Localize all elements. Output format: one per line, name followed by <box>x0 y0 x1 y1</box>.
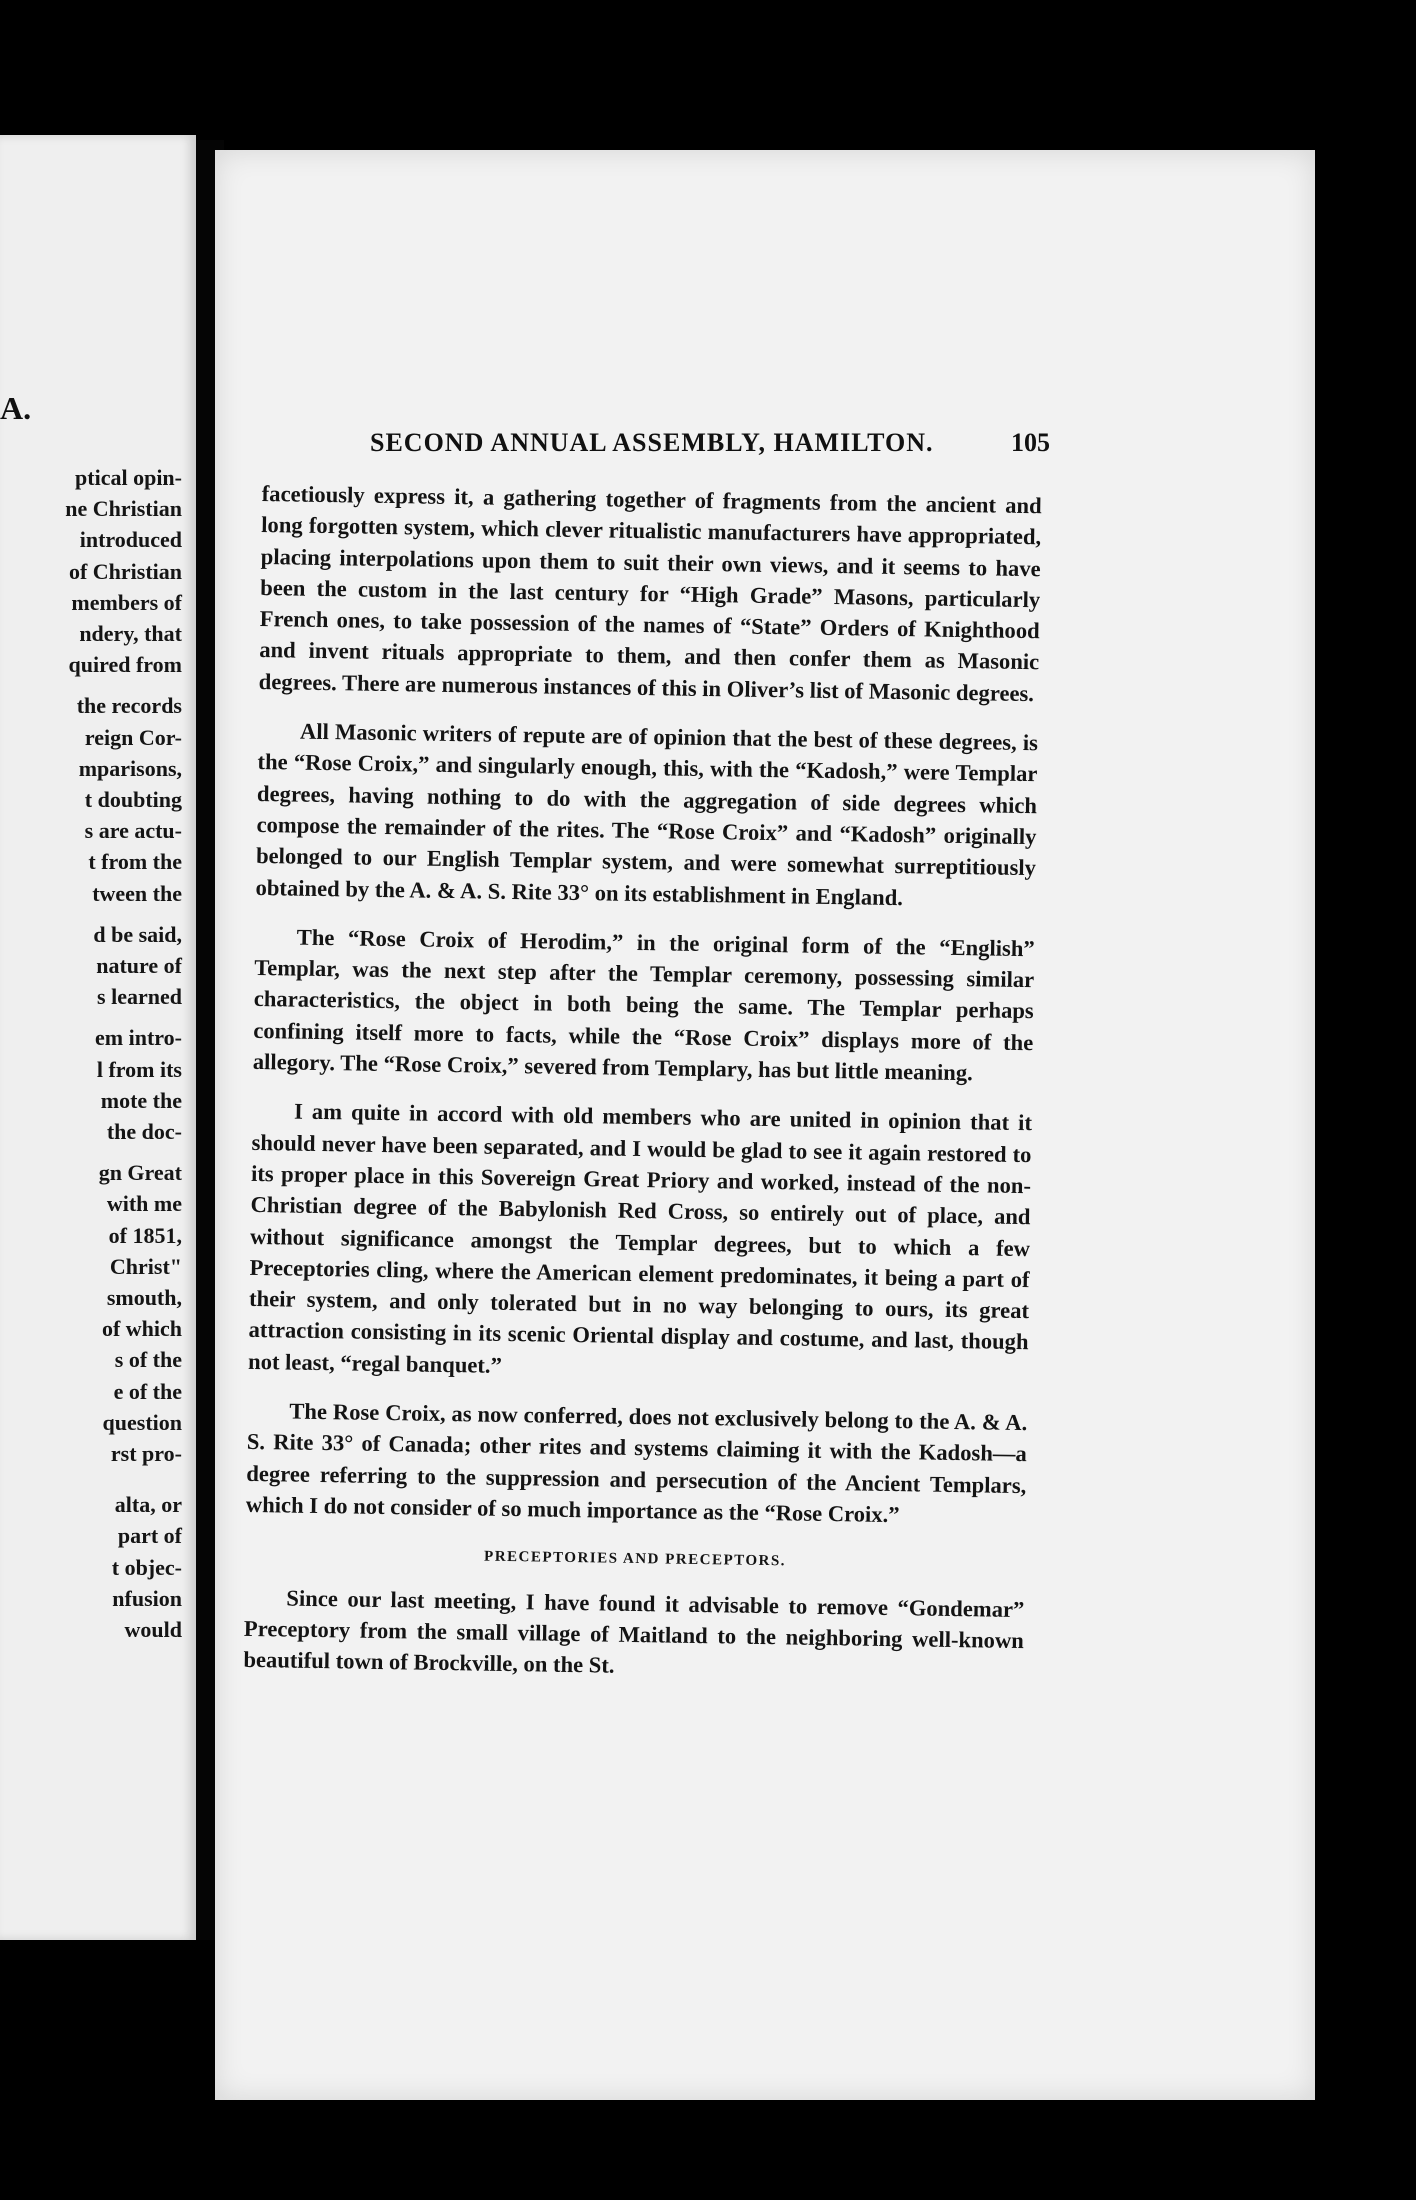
paragraph: The “Rose Croix of Herodim,” in the original form of the “English” Templar, was the next step after the Templar ceremony, possessing similar characteristics, the object in both being the same. The Templar perhaps confining itself more to facts, while the “Rose Croix” displays more of the allegory. The “Rose Croix,” severed from Templary, has but little meaning. <box>252 924 1035 1086</box>
facing-page-line: d be said, <box>93 921 182 947</box>
page-number: 105 <box>1011 428 1050 457</box>
facing-page-line: question <box>102 1409 182 1435</box>
facing-page-line: mote the <box>100 1087 182 1113</box>
facing-page-line: rst pro- <box>110 1441 182 1466</box>
facing-page-corner-letter: A. <box>0 390 32 426</box>
facing-page-line: with me <box>106 1191 182 1217</box>
facing-page-line: part of <box>117 1523 182 1549</box>
section-heading: PRECEPTORIES AND PRECEPTORS. <box>483 1548 787 1570</box>
facing-page-line: of 1851, <box>108 1222 182 1248</box>
page-body <box>243 478 1042 1705</box>
page-header <box>370 428 1050 462</box>
facing-page-line: t doubting <box>84 787 182 812</box>
facing-page-line: s of the <box>114 1347 182 1373</box>
facing-page-line: smouth, <box>106 1285 182 1310</box>
facing-page-line: s are actu- <box>84 818 182 844</box>
facing-page-line: gn Great <box>98 1160 182 1186</box>
paragraph-continued: facetiously express it, a gathering together of fragments from the ancient and long forgotten system, which clever ritualistic manufacturers have appropriated, placing interpolations upon them to suit their own views, and it seems to have been the custom in the last century for “High Grade” Masons, particularly French ones, to take possession of the names of “State” Orders of Knighthood and invent rituals appropriate to them, and then confer them as Masonic degrees. There are numerous instances of this in Oliver’s list of Masonic degrees. <box>258 480 1042 706</box>
facing-page-line: ne Christian <box>65 496 182 522</box>
facing-page-line: ndery, that <box>79 621 182 646</box>
facing-page-line: tween the <box>92 880 182 906</box>
facing-page-line: the doc- <box>106 1119 182 1144</box>
facing-page-line: reign Cor- <box>84 724 182 750</box>
running-head: SECOND ANNUAL ASSEMBLY, HAMILTON. <box>370 428 934 457</box>
facing-page <box>0 135 196 1940</box>
facing-page-line: Christ" <box>109 1253 182 1279</box>
facing-page-line: s learned <box>97 984 182 1010</box>
paragraph: Since our last meeting, I have found it advisable to remove “Gondemar” Preceptory from the small village of Maitland to the neighboring well-known beautiful town of Brockville, on the St. <box>243 1585 1025 1678</box>
facing-page-line: ptical opin- <box>75 465 182 490</box>
facing-page-line: t from the <box>88 849 182 875</box>
facing-page-line: would <box>124 1617 182 1642</box>
facing-page-line: of Christian <box>68 558 182 584</box>
facing-page-line: quired from <box>68 652 182 678</box>
paragraph: The Rose Croix, as now conferred, does not exclusively belong to the A. & A. S. Rite 33° of Canada; other rites and systems claiming it with the Kadosh—a degree referring to the suppression and persecution of the Ancient Templars, which I do not consider of so much importance as the “Rose Croix.” <box>245 1398 1028 1528</box>
facing-page-line: e of the <box>113 1378 182 1404</box>
facing-page-line: t objec- <box>111 1554 182 1580</box>
facing-page-line: nfusion <box>112 1585 182 1611</box>
facing-page-line: alta, or <box>114 1492 182 1518</box>
facing-page-line: mparisons, <box>78 755 182 781</box>
facing-page-line: introduced <box>79 527 182 553</box>
facing-page-line: the records <box>76 693 182 719</box>
paragraph: I am quite in accord with old members who are united in opinion that it should never have been separated, and I would be glad to see it again restored to its proper place in this Sovereign Great Priory and worked, instead of the non-Christian degree of the Babylonish Red Cross, so entirely out of place, and without significance amongst the Templar degrees, but to which a few Preceptories cling, where the American element predominates, it being a part of their system, and only tolerated but in no way belonging to ours, its great attraction consisting in its scenic Oriental display and costume, and last, though not least, “regal banquet.” <box>247 1098 1033 1378</box>
facing-page-line: l from its <box>96 1056 182 1082</box>
facing-page-line: nature of <box>96 953 182 978</box>
paragraph: All Masonic writers of repute are of opinion that the best of these degrees, is the “Rose Croix,” and singularly enough, this, with the “Kadosh,” were Templar degrees, having nothing to do with the aggregation of side degrees which compose the remainder of the rites. The “Rose Croix” and “Kadosh” originally belonged to our English Templar system, and were somewhat surreptitiously obtained by the A. & A. S. Rite 33° on its establishment in England. <box>255 718 1039 910</box>
facing-page-line: members of <box>71 589 182 615</box>
facing-page-line: em intro- <box>95 1025 182 1051</box>
facing-page-line: of which <box>101 1316 182 1342</box>
